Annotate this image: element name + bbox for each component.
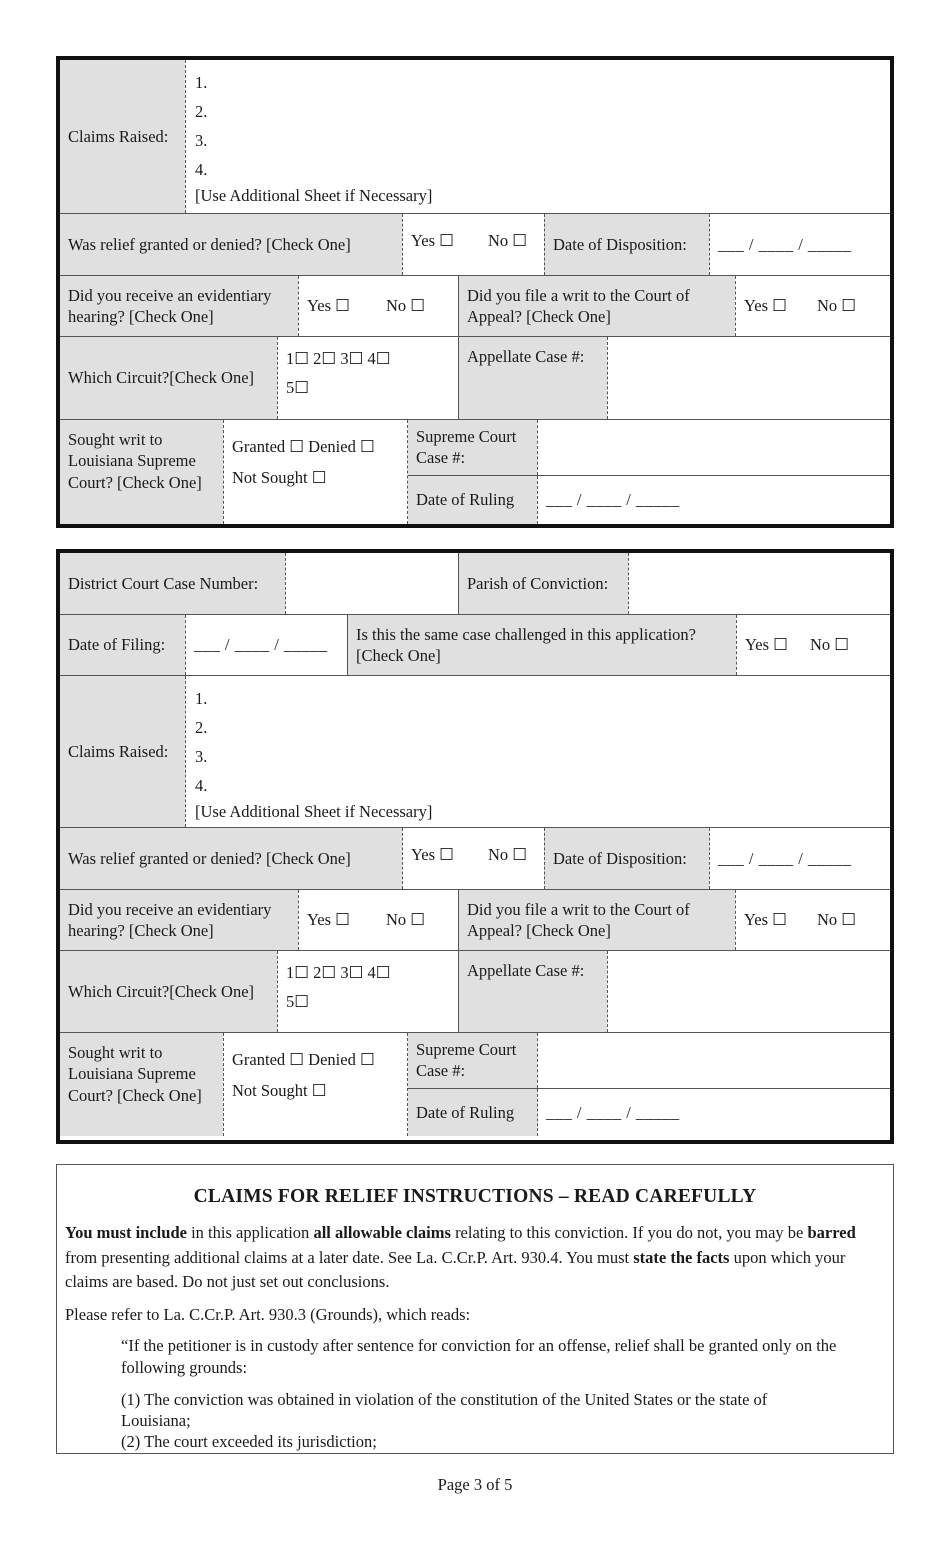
parish-of-conviction-field[interactable]: [628, 553, 890, 614]
supreme-court-row: [60, 419, 890, 524]
district-court-case-field[interactable]: [285, 553, 458, 614]
circuit-row: [60, 336, 890, 419]
text: upon which your claims are based. Do not just set out conclusions.: [65, 1247, 846, 1292]
circuit-checkboxes[interactable]: [277, 951, 458, 1032]
claim-2[interactable]: 2.: [195, 102, 208, 121]
bold-text: all allowable claims: [313, 1223, 451, 1243]
which-circuit-label: Which Circuit?[Check One]: [60, 951, 277, 1032]
claims-raised-row: [60, 675, 890, 827]
sought-writ-label: Sought writ to Louisiana Supreme Court? [Check One]: [60, 420, 223, 524]
appellate-case-label: Appellate Case #:: [458, 337, 607, 419]
claims-raised-label: Claims Raised:: [60, 60, 185, 213]
date-of-disposition-field[interactable]: ___ / ____ / _____: [709, 214, 890, 275]
date-of-ruling-field[interactable]: ___ / ____ / _____: [537, 1089, 890, 1136]
relief-row: [60, 213, 890, 275]
granted-denied-checkboxes[interactable]: Granted ☐ Denied ☐: [232, 1050, 375, 1069]
claims-list[interactable]: [185, 60, 890, 213]
relief-yes-no: [402, 828, 544, 889]
appellate-case-field[interactable]: [607, 337, 890, 419]
granted-denied-checkboxes[interactable]: Granted ☐ Denied ☐: [232, 437, 375, 456]
same-case-no-checkbox[interactable]: No ☐: [809, 635, 850, 655]
circuit-row: [60, 950, 890, 1032]
relief-yes-checkbox[interactable]: Yes ☐: [411, 845, 454, 864]
writ-yes-checkbox[interactable]: Yes ☐: [744, 296, 787, 316]
circuit-checkbox-5[interactable]: 5☐: [286, 378, 310, 397]
evidentiary-row: [60, 889, 890, 950]
claim-4[interactable]: 4.: [195, 776, 208, 795]
writ-yes-checkbox[interactable]: Yes ☐: [744, 910, 787, 930]
circuit-checkboxes[interactable]: [277, 337, 458, 419]
page-number: Page 3 of 5: [437, 1475, 513, 1494]
text: in this application: [186, 1223, 314, 1243]
instructions-paragraph-1: [65, 1221, 885, 1295]
supreme-court-options: [223, 420, 407, 524]
date-of-filing-field[interactable]: ___ / ____ / _____: [185, 615, 347, 675]
claims-instructions-box: [56, 1164, 894, 1454]
supreme-court-details: [407, 1033, 890, 1136]
writ-no-checkbox[interactable]: No ☐: [816, 910, 857, 930]
evidentiary-yes-checkbox[interactable]: Yes ☐: [307, 910, 350, 930]
writ-court-of-appeal-question: Did you file a writ to the Court of Appeal? [Check One]: [458, 890, 735, 950]
date-of-disposition-label: Date of Disposition:: [544, 214, 709, 275]
additional-sheet-note: [Use Additional Sheet if Necessary]: [195, 186, 433, 205]
bold-text: state the facts: [633, 1247, 730, 1267]
prior-proceeding-block-2: [56, 549, 894, 1144]
circuit-checkboxes-1-4[interactable]: 1☐ 2☐ 3☐ 4☐: [286, 963, 391, 982]
ground-1: (1) The conviction was obtained in violation of the constitution of the United States or the state of Louisiana;: [121, 1390, 768, 1431]
claim-3[interactable]: 3.: [195, 747, 208, 766]
district-court-case-label: District Court Case Number:: [60, 553, 285, 614]
sought-writ-label: Sought writ to Louisiana Supreme Court? [Check One]: [60, 1033, 223, 1136]
relief-yes-no: [402, 214, 544, 275]
statute-quote: “If the petitioner is in custody after sentence for conviction for an offense, relief shall be granted only on the following grounds:: [121, 1336, 837, 1378]
evidentiary-question: Did you receive an evidentiary hearing? [Check One]: [60, 276, 298, 336]
not-sought-checkbox[interactable]: Not Sought ☐: [232, 1081, 327, 1101]
claim-1[interactable]: 1.: [195, 689, 208, 708]
instructions-paragraph-2: Please refer to La. C.Cr.P. Art. 930.3 (Grounds), which reads:: [65, 1304, 471, 1324]
relief-no-checkbox[interactable]: No ☐: [487, 845, 528, 864]
text: from presenting additional claims at a later date. See La. C.Cr.P. Art. 930.4. You must: [65, 1247, 634, 1267]
bold-text: barred: [807, 1223, 856, 1243]
same-case-yes-checkbox[interactable]: Yes ☐: [745, 635, 788, 655]
evidentiary-yes-no: [298, 276, 458, 336]
relief-yes-checkbox[interactable]: Yes ☐: [411, 231, 454, 250]
supreme-court-case-label: Supreme Court Case #:: [408, 420, 537, 475]
circuit-checkbox-5[interactable]: 5☐: [286, 992, 310, 1011]
text: relating to this conviction. If you do not, you may be: [450, 1223, 808, 1243]
claim-3[interactable]: 3.: [195, 131, 208, 150]
evidentiary-yes-no: [298, 890, 458, 950]
writ-yes-no: [735, 276, 890, 336]
evidentiary-row: [60, 275, 890, 336]
date-of-ruling-label: Date of Ruling: [408, 476, 537, 524]
claims-list[interactable]: [185, 676, 890, 827]
claim-4[interactable]: 4.: [195, 160, 208, 179]
evidentiary-question: Did you receive an evidentiary hearing? [Check One]: [60, 890, 298, 950]
date-of-filing-row: [60, 614, 890, 675]
ground-2: (2) The court exceeded its jurisdiction;: [121, 1432, 377, 1452]
relief-no-checkbox[interactable]: No ☐: [487, 231, 528, 250]
claim-1[interactable]: 1.: [195, 73, 208, 92]
supreme-court-case-field[interactable]: [537, 420, 890, 475]
writ-yes-no: [735, 890, 890, 950]
supreme-court-case-field[interactable]: [537, 1033, 890, 1088]
relief-row: [60, 827, 890, 889]
date-of-disposition-field[interactable]: ___ / ____ / _____: [709, 828, 890, 889]
date-of-ruling-field[interactable]: ___ / ____ / _____: [537, 476, 890, 524]
appellate-case-label: Appellate Case #:: [458, 951, 607, 1032]
prior-proceeding-block-1: [56, 56, 894, 528]
same-case-yes-no: [736, 615, 890, 675]
claims-raised-label: Claims Raised:: [60, 676, 185, 827]
date-of-filing-label: Date of Filing:: [60, 615, 185, 675]
which-circuit-label: Which Circuit?[Check One]: [60, 337, 277, 419]
supreme-court-options: [223, 1033, 407, 1136]
appellate-case-field[interactable]: [607, 951, 890, 1032]
same-case-question: Is this the same case challenged in this application? [Check One]: [347, 615, 736, 675]
evidentiary-no-checkbox[interactable]: No ☐: [385, 296, 426, 316]
parish-of-conviction-label: Parish of Conviction:: [458, 553, 628, 614]
district-court-row: [60, 553, 890, 614]
evidentiary-no-checkbox[interactable]: No ☐: [385, 910, 426, 930]
claim-2[interactable]: 2.: [195, 718, 208, 737]
supreme-court-row: [60, 1032, 890, 1136]
not-sought-checkbox[interactable]: Not Sought ☐: [232, 468, 327, 488]
supreme-court-details: [407, 420, 890, 524]
additional-sheet-note: [Use Additional Sheet if Necessary]: [195, 802, 433, 821]
writ-no-checkbox[interactable]: No ☐: [816, 296, 857, 316]
writ-court-of-appeal-question: Did you file a writ to the Court of Appeal? [Check One]: [458, 276, 735, 336]
bold-text: You must include: [65, 1223, 187, 1243]
relief-question: Was relief granted or denied? [Check One]: [60, 214, 402, 275]
date-of-ruling-label: Date of Ruling: [408, 1089, 537, 1136]
claims-raised-row: [60, 60, 890, 213]
evidentiary-yes-checkbox[interactable]: Yes ☐: [307, 296, 350, 316]
date-of-disposition-label: Date of Disposition:: [544, 828, 709, 889]
supreme-court-case-label: Supreme Court Case #:: [408, 1033, 537, 1088]
circuit-checkboxes-1-4[interactable]: 1☐ 2☐ 3☐ 4☐: [286, 349, 391, 368]
instructions-title: CLAIMS FOR RELIEF INSTRUCTIONS – READ CAREFULLY: [193, 1186, 757, 1207]
relief-question: Was relief granted or denied? [Check One]: [60, 828, 402, 889]
